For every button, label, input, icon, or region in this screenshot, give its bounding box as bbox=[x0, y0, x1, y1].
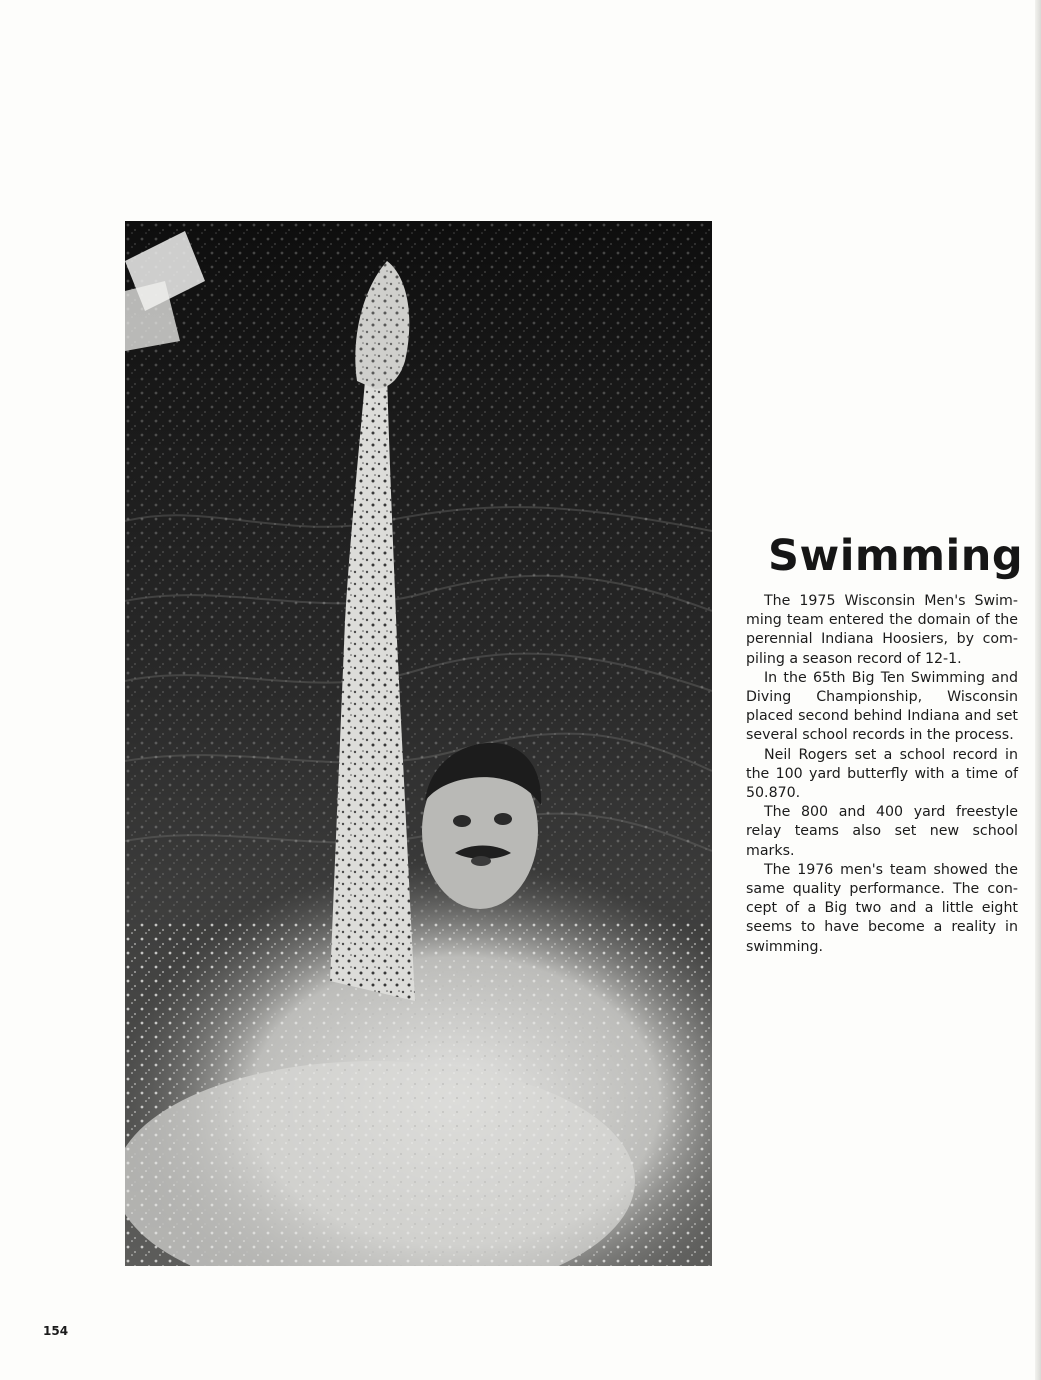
article-paragraph-2: In the 65th Big Ten Swimming and Diving Championship, Wisconsin placed second behind Indiana and set several school records in the process. bbox=[746, 669, 1018, 744]
page-number: 154 bbox=[43, 1324, 69, 1338]
article-paragraph-5: The 1976 men's team showed the same quality performance. The con-cept of a Big two and a little eight seems to have become a reality in swimming. bbox=[746, 861, 1018, 955]
article-paragraph-1: The 1975 Wisconsin Men's Swim-ming team entered the domain of the perennial Indiana Hoosiers, by com-piling a season record of 12-1. bbox=[746, 593, 1018, 667]
swimmer-photo bbox=[125, 221, 712, 1266]
article-paragraph-4: The 800 and 400 yard freestyle relay teams also set new school marks. bbox=[746, 804, 1018, 859]
page-edge bbox=[1035, 0, 1041, 1380]
article-paragraph-3: Neil Rogers set a school record in the 100 yard butterfly with a time of 50.870. bbox=[746, 746, 1018, 802]
article bbox=[746, 530, 1024, 957]
swimmer-photo-illustration bbox=[125, 221, 712, 1266]
article-title: Swimming bbox=[768, 531, 1024, 581]
